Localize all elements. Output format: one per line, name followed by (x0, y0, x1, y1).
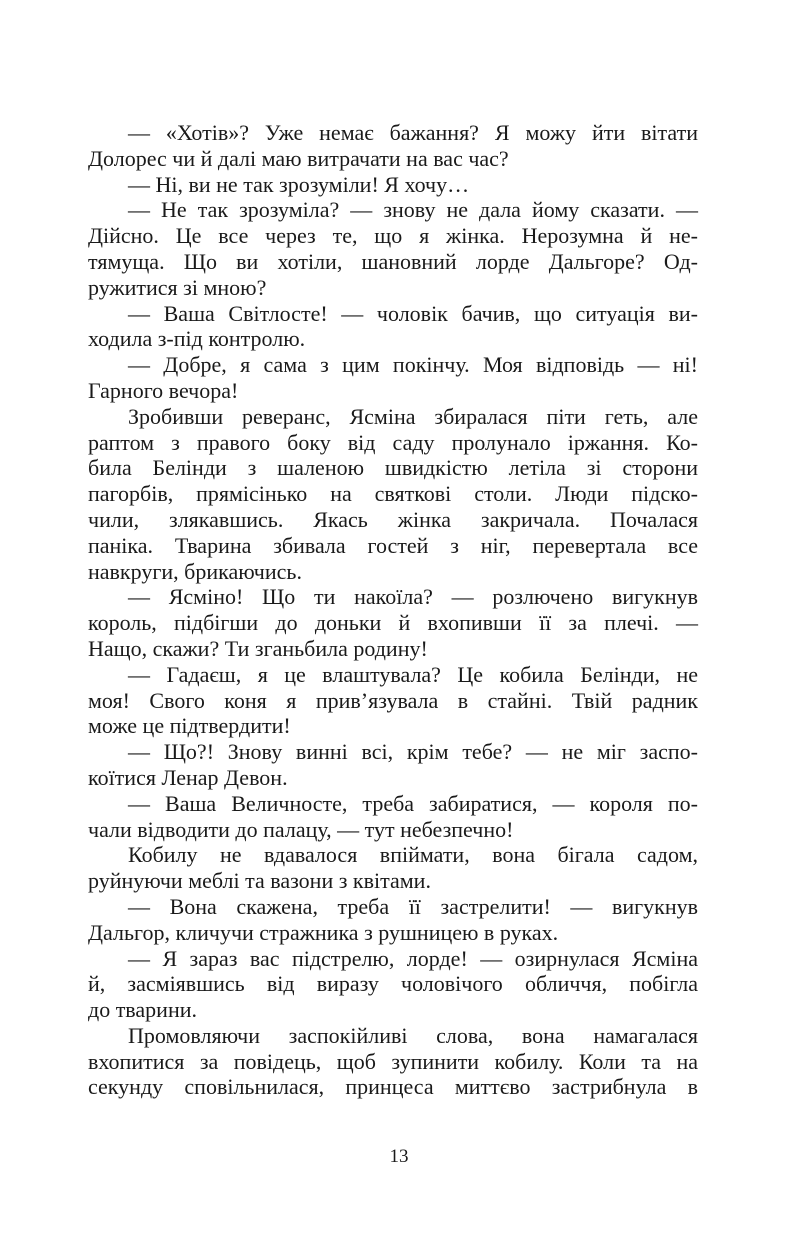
text-line: — Що?! Знову винні всі, крім тебе? — не міг заспо- (128, 739, 698, 765)
text-line: й, засміявшись від виразу чоловічого обличчя, побігла (88, 971, 698, 997)
text-line: Долорес чи й далі маю витрачати на вас час? (88, 145, 509, 171)
text-line: Промовляючи заспокійливі слова, вона намагалася (128, 1022, 698, 1048)
text-line: чали відводити до палацу, — тут небезпечно! (88, 816, 514, 842)
text-line: король, підбігши до доньки й вхопивши її за плечі. — (88, 610, 698, 636)
text-line: — Не так зрозуміла? — знову не дала йому сказати. — (128, 197, 698, 223)
text-line: ходила з-під контролю. (88, 326, 306, 352)
text-line: до тварини. (88, 997, 197, 1023)
text-line: ружитися зі мною? (88, 274, 267, 300)
text-line: руйнуючи меблі та вазони з квітами. (88, 868, 431, 894)
text-line: — Ясміно! Що ти накоїла? — розлючено вигукнув (128, 584, 698, 610)
text-line: — Ваша Світлосте! — чоловік бачив, що ситуація ви- (128, 300, 698, 326)
text-line: Зробивши реверанс, Ясміна збиралася піти геть, але (128, 403, 698, 429)
page-number: 13 (389, 1146, 409, 1167)
text-line: тямуща. Що ви хотіли, шановний лорде Дальгоре? Од- (88, 248, 698, 274)
text-line: — Добре, я сама з цим покінчу. Моя відповідь — ні! (128, 352, 698, 378)
text-line: навкруги, брикаючись. (88, 558, 302, 584)
text-line: Гарного вечора! (88, 377, 239, 403)
text-line: коїтися Ленар Девон. (88, 764, 288, 790)
text-line: — Ваша Величносте, треба забиратися, — короля по- (128, 790, 698, 816)
text-line: вхопитися за повідець, щоб зупинити кобилу. Коли та на (88, 1048, 698, 1074)
text-line: — Гадаєш, я це влаштувала? Це кобила Белінди, не (128, 661, 698, 687)
text-line: била Белінди з шаленою швидкістю летіла зі сторони (88, 455, 698, 481)
text-line: моя! Свого коня я прив’язувала в стайні. Твій радник (88, 687, 698, 713)
body-text (88, 120, 698, 1100)
text-line: Нащо, скажи? Ти зганьбила родину! (88, 635, 428, 661)
text-line: Кобилу не вдавалося впіймати, вона бігала садом, (128, 842, 698, 868)
text-line: чили, злякавшись. Якась жінка закричала. Почалася (88, 506, 698, 532)
text-line: пагорбів, прямісінько на святкові столи. Люди підско- (88, 481, 698, 507)
text-line: — «Хотів»? Уже немає бажання? Я можу йти вітати (128, 120, 698, 145)
text-line: — Вона скажена, треба її застрелити! — вигукнув (128, 893, 698, 919)
text-line: паніка. Тварина збивала гостей з ніг, перевертала все (88, 532, 698, 558)
text-line: Дійсно. Це все через те, що я жінка. Нерозумна й не- (88, 223, 698, 249)
text-line: секунду сповільнилася, принцеса миттєво застрибнула в (88, 1074, 698, 1100)
text-line: — Я зараз вас підстрелю, лорде! — озирнулася Ясміна (128, 945, 698, 971)
text-line: раптом з правого боку від саду пролунало іржання. Ко- (88, 429, 698, 455)
text-line: може це підтвердити! (88, 713, 291, 739)
text-line: Дальгор, кличучи стражника з рушницею в руках. (88, 919, 559, 945)
text-line: — Ні, ви не так зрозуміли! Я хочу… (128, 171, 470, 197)
